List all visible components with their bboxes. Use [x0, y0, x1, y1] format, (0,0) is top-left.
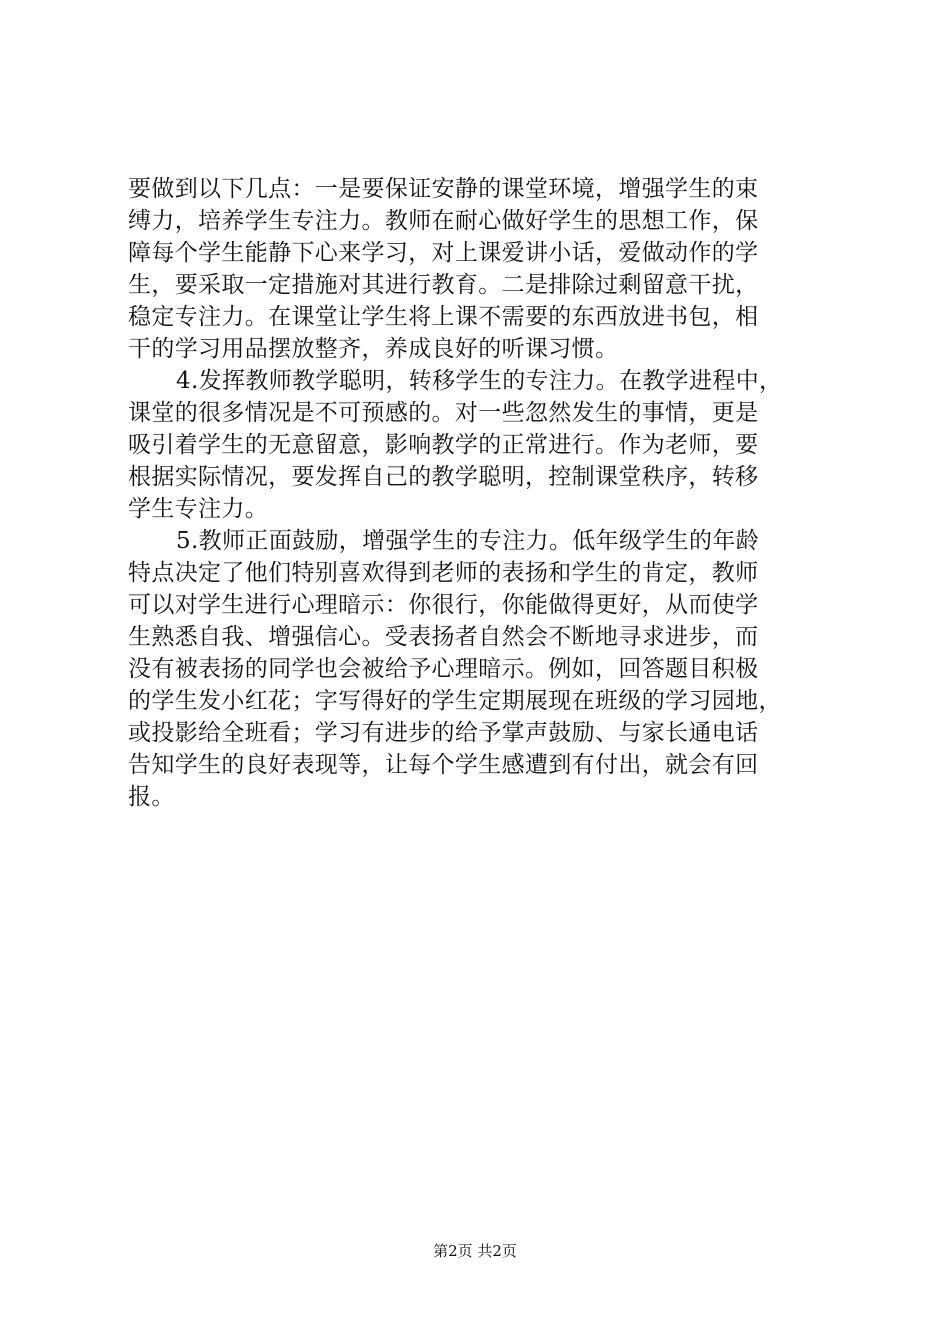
text-line: 告知学生的良好表现等，让每个学生感遭到有付出，就会有回: [128, 752, 759, 778]
text-line: 吸引着学生的无意留意，影响教学的正常进行。作为老师，要: [128, 432, 759, 458]
text-line: 生，要采取一定措施对其进行教育。二是排除过剩留意干扰，: [128, 272, 759, 298]
text-line: 要做到以下几点：一是要保证安静的课堂环境，增强学生的束: [128, 176, 759, 202]
text-line: 报。: [128, 784, 175, 810]
text-line: 的学生发小红花；字写得好的学生定期展现在班级的学习园地，: [128, 688, 782, 714]
page-number-footer: 第2页 共2页: [433, 1242, 517, 1260]
text-line: 障每个学生能静下心来学习，对上课爱讲小话，爱做动作的学: [128, 240, 759, 266]
text-line: 学生专注力。: [128, 496, 269, 522]
text-line: 干的学习用品摆放整齐，养成良好的听课习惯。: [128, 336, 619, 362]
text-line: 没有被表扬的同学也会被给予心理暗示。例如，回答题目积极: [128, 656, 759, 682]
text-line: 生熟悉自我、增强信心。受表扬者自然会不断地寻求进步，而: [128, 624, 759, 650]
text-line: 特点决定了他们特别喜欢得到老师的表扬和学生的肯定，教师: [128, 560, 759, 586]
text-line: 缚力，培养学生专注力。教师在耐心做好学生的思想工作，保: [128, 208, 759, 234]
text-line: 可以对学生进行心理暗示：你很行，你能做得更好，从而使学: [128, 592, 759, 618]
text-line: 根据实际情况，要发挥自己的教学聪明，控制课堂秩序，转移: [128, 464, 759, 490]
text-line: 或投影给全班看；学习有进步的给予掌声鼓励、与家长通电话: [128, 720, 759, 746]
text-line: 5.教师正面鼓励，增强学生的专注力。低年级学生的年龄: [176, 528, 760, 554]
text-line: 课堂的很多情况是不可预感的。对一些忽然发生的事情，更是: [128, 400, 759, 426]
text-line: 4.发挥教师教学聪明，转移学生的专注力。在教学进程中，: [176, 368, 783, 394]
body-text: [128, 173, 828, 813]
text-line: 稳定专注力。在课堂让学生将上课不需要的东西放进书包，相: [128, 304, 759, 330]
